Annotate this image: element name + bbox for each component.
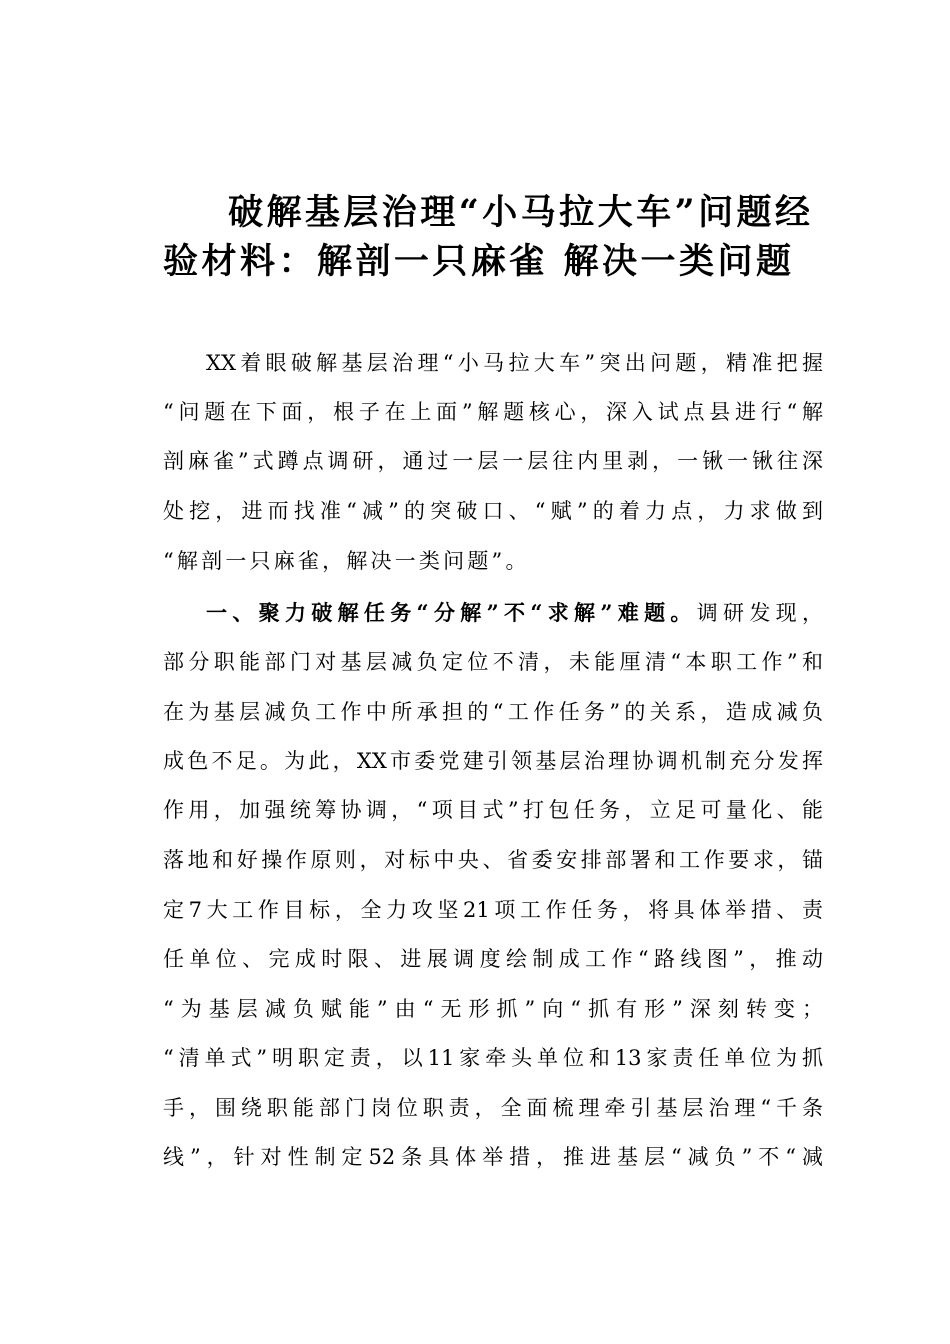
text-line: 任单位、完成时限、进展调度绘制成工作“路线图”，推动 bbox=[163, 947, 823, 971]
text-line: “解剖一只麻雀，解决一类问题”。 bbox=[163, 549, 530, 573]
title-line-1: 破解基层治理“小马拉大车”问题经 bbox=[228, 192, 810, 233]
text-line: 线”，针对性制定52条具体举措，推进基层“减负”不“减 bbox=[163, 1145, 823, 1169]
text-line: “清单式”明职定责，以11家牵头单位和13家责任单位为抓 bbox=[163, 1046, 823, 1070]
title-line-2: 验材料：解剖一只麻雀 解决一类问题 bbox=[163, 241, 791, 282]
section-heading: 一、聚力破解任务“分解”不“求解”难题。 bbox=[206, 600, 697, 625]
text-line: 处挖，进而找准“减”的突破口、“赋”的着力点，力求做到 bbox=[163, 499, 823, 523]
text-line: 成色不足。为此，XX市委党建引领基层治理协调机制充分发挥 bbox=[163, 749, 823, 773]
text-segment: 调研发现， bbox=[696, 601, 823, 625]
text-line: 在为基层减负工作中所承担的“工作任务”的关系，造成减负 bbox=[163, 700, 823, 724]
text-line: 落地和好操作原则，对标中央、省委安排部署和工作要求，锚 bbox=[163, 848, 823, 872]
text-line: 定7大工作目标，全力攻坚21项工作任务，将具体举措、责 bbox=[163, 898, 823, 922]
text-line: 作用，加强统筹协调，“项目式”打包任务，立足可量化、能 bbox=[163, 798, 823, 822]
text-line: XX着眼破解基层治理“小马拉大车”突出问题，精准把握 bbox=[206, 351, 823, 375]
text-line: 剖麻雀”式蹲点调研，通过一层一层往内里剥，一锹一锹往深 bbox=[163, 449, 823, 473]
text-line: “为基层减负赋能”由“无形抓”向“抓有形”深刻转变； bbox=[163, 997, 823, 1021]
text-line: “问题在下面，根子在上面”解题核心，深入试点县进行“解 bbox=[163, 400, 823, 424]
text-line: 部分职能部门对基层减负定位不清，未能厘清“本职工作”和 bbox=[163, 650, 823, 674]
text-line bbox=[206, 598, 823, 628]
text-line: 手，围绕职能部门岗位职责，全面梳理牵引基层治理“千条 bbox=[163, 1096, 823, 1120]
